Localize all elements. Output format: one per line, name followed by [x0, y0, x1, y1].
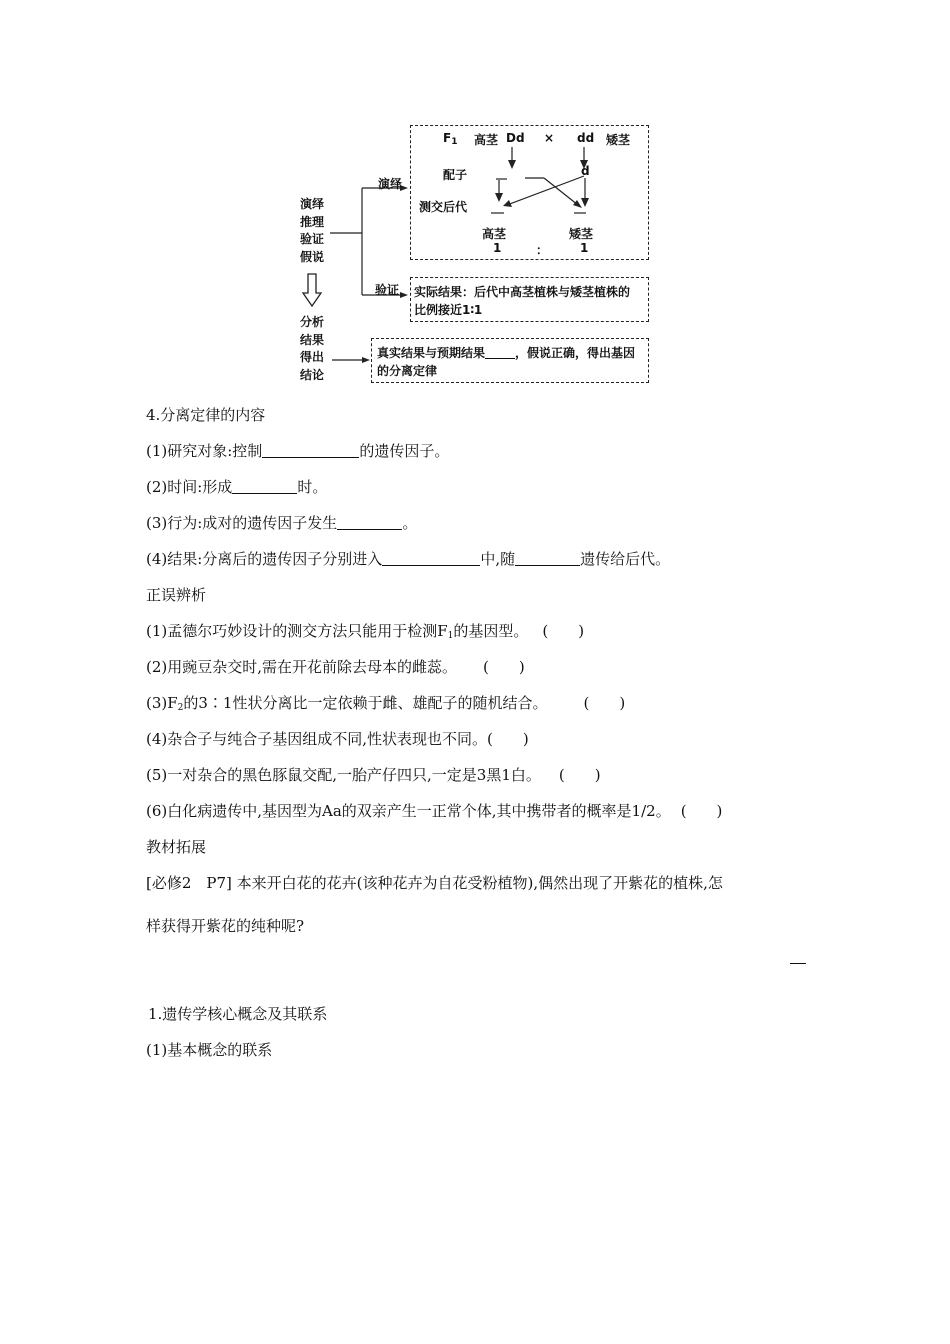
- judge-question-5: (5)一对杂合的黑色豚鼠交配,一胎产仔四只,一定是3黑1白。 ( ): [146, 766, 601, 784]
- section4-item3: (3)行为:成对的遗传因子发生 。: [146, 514, 418, 532]
- step-text: 得出: [300, 350, 325, 364]
- textbook-heading: 教材拓展: [146, 838, 207, 856]
- answer-paren[interactable]: ( ): [487, 730, 529, 748]
- tall-parent-label: 高茎: [474, 133, 499, 147]
- section4-item4: (4)结果:分离后的遗传因子分别进入 中,随 遗传给后代。: [146, 550, 671, 568]
- step-text: 假说: [300, 249, 325, 264]
- section4-item1: (1)研究对象:控制 的遗传因子。: [146, 442, 450, 460]
- answer-blank[interactable]: [262, 443, 359, 458]
- actual-result-line2: 比例接近1∶1: [414, 303, 483, 317]
- answer-blank[interactable]: [382, 551, 480, 566]
- core-concepts-subheading: (1)基本概念的联系: [146, 1041, 273, 1059]
- ratio-right: 1: [580, 241, 589, 255]
- branch-label-verify: 验证: [375, 283, 400, 297]
- section4-item2: (2)时间:形成 时。: [146, 478, 328, 496]
- answer-blank[interactable]: [515, 551, 580, 566]
- answer-paren[interactable]: ( ): [583, 694, 626, 712]
- genotype-dd: dd: [577, 131, 595, 145]
- branch-label-deduction: 演绎: [378, 177, 403, 191]
- actual-result-line1: 实际结果：后代中高茎植株与矮茎植株的: [414, 285, 631, 299]
- answer-blank[interactable]: [337, 515, 402, 530]
- ratio-colon: ：: [536, 243, 549, 257]
- step-text: 演绎: [300, 197, 325, 211]
- down-arrow-icon: [303, 274, 321, 306]
- step-text: 验证: [300, 232, 325, 246]
- core-concepts-heading: 1.遗传学核心概念及其联系: [148, 1005, 328, 1023]
- conclusion-line1: 真实结果与预期结果 ，假说正确，得出基因: [377, 346, 636, 360]
- section4-heading: 4.分离定律的内容: [146, 406, 266, 424]
- gamete-label: 配子: [443, 168, 468, 182]
- answer-line[interactable]: [790, 963, 806, 964]
- judge-heading: 正误辨析: [146, 586, 207, 604]
- textbook-question-line2: 样获得开紫花的纯种呢?: [146, 917, 305, 935]
- answer-paren[interactable]: ( ): [483, 658, 525, 676]
- cross-symbol: ×: [544, 131, 555, 145]
- answer-paren[interactable]: ( ): [680, 802, 723, 820]
- hypothesis-diagram: [0, 0, 950, 400]
- conclusion-line2: 的分离定律: [377, 364, 438, 378]
- short-parent-label: 矮茎: [606, 133, 631, 147]
- answer-paren[interactable]: ( ): [542, 622, 585, 640]
- f1-label: $F_1$: [443, 131, 458, 147]
- gamete-d: d: [581, 164, 590, 178]
- answer-blank[interactable]: [485, 346, 515, 359]
- step-text: 推理: [300, 214, 325, 229]
- ratio-left: 1: [493, 241, 502, 255]
- judge-question-1: (1)孟德尔巧妙设计的测交方法只能用于检测$F_1$的基因型。 ( ): [146, 622, 585, 641]
- judge-question-4: (4)杂合子与纯合子基因组成不同,性状表现也不同。( ): [146, 730, 529, 748]
- offspring-tall: 高茎: [482, 227, 507, 241]
- step-text: 分析: [300, 315, 325, 329]
- step-text: 结果: [300, 332, 325, 347]
- judge-question-6: (6)白化病遗传中,基因型为Aa的双亲产生一正常个体,其中携带者的概率是1/2。 ( ): [146, 802, 723, 820]
- judge-question-3: $(3)F_2$的3∶1性状分离比一定依赖于雌、雄配子的随机结合。 ( ): [146, 694, 626, 713]
- answer-paren[interactable]: ( ): [558, 766, 601, 784]
- offspring-short: 矮茎: [569, 227, 594, 241]
- step-text: 结论: [300, 367, 325, 382]
- genotype-Dd: Dd: [506, 131, 525, 145]
- answer-blank[interactable]: [232, 479, 297, 494]
- textbook-question-line1: [必修2 P7] 本来开白花的花卉(该种花卉为自花受粉植物),偶然出现了开紫花的植株,怎: [146, 874, 723, 892]
- testcross-offspring-label: 测交后代: [419, 200, 468, 214]
- judge-question-2: (2)用豌豆杂交时,需在开花前除去母本的雌蕊。 ( ): [146, 658, 525, 676]
